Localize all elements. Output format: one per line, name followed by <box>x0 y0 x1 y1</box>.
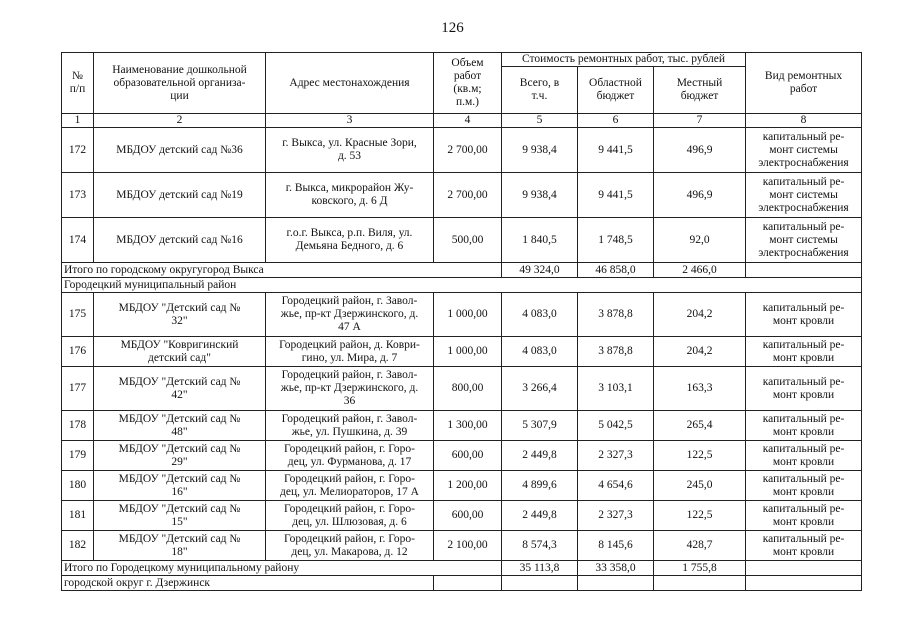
table-row <box>62 411 862 441</box>
work-volume: 2 700,00 <box>434 173 502 218</box>
table-row <box>62 501 862 531</box>
subtotal-label: Итого по городскому округугород Выкса <box>62 263 502 278</box>
work-kind: капитальный ре- монт кровли <box>746 411 862 441</box>
org-address: Городецкий район, г. Горо- дец, ул. Фурманова, д. 17 <box>266 441 434 471</box>
org-address: Городецкий район, д. Коври- гино, ул. Мира, д. 7 <box>266 337 434 367</box>
cost-total: 1 840,5 <box>502 218 578 263</box>
org-name: МБДОУ "Детский сад № 48" <box>94 411 266 441</box>
empty-cell <box>746 561 862 576</box>
work-volume: 1 300,00 <box>434 411 502 441</box>
cost-total: 2 449,8 <box>502 441 578 471</box>
empty-cell <box>434 576 502 591</box>
org-name: МБДОУ детский сад №19 <box>94 173 266 218</box>
org-name: МБДОУ детский сад №36 <box>94 128 266 173</box>
work-kind: капитальный ре- монт кровли <box>746 367 862 411</box>
subtotal-regional: 33 358,0 <box>578 561 654 576</box>
table-row <box>62 293 862 337</box>
subtotal-row <box>62 263 862 278</box>
work-volume: 2 100,00 <box>434 531 502 561</box>
row-number: 177 <box>62 367 94 411</box>
row-number: 175 <box>62 293 94 337</box>
subtotal-local: 1 755,8 <box>654 561 746 576</box>
table-row <box>62 367 862 411</box>
cost-regional: 3 103,1 <box>578 367 654 411</box>
work-kind: капитальный ре- монт кровли <box>746 337 862 367</box>
org-address: г.о.г. Выкса, р.п. Виля, ул. Демьяна Бедного, д. 6 <box>266 218 434 263</box>
org-name: МБДОУ "Детский сад № 18" <box>94 531 266 561</box>
org-address: г. Выкса, ул. Красные Зори, д. 53 <box>266 128 434 173</box>
table-row <box>62 531 862 561</box>
work-kind: капитальный ре- монт кровли <box>746 441 862 471</box>
work-volume: 1 000,00 <box>434 337 502 367</box>
cost-regional: 9 441,5 <box>578 173 654 218</box>
work-volume: 2 700,00 <box>434 128 502 173</box>
org-address: Городецкий район, г. Завол- жье, пр-кт Дзержинского, д. 47 А <box>266 293 434 337</box>
org-address: Городецкий район, г. Завол- жье, ул. Пушкина, д. 39 <box>266 411 434 441</box>
table-row <box>62 218 862 263</box>
section-row <box>62 576 862 591</box>
row-number: 179 <box>62 441 94 471</box>
work-kind: капитальный ре- монт кровли <box>746 471 862 501</box>
cost-total: 4 083,0 <box>502 337 578 367</box>
column-index: 6 <box>578 114 654 128</box>
row-number: 178 <box>62 411 94 441</box>
column-index-row <box>62 114 862 128</box>
org-name: МБДОУ "Детский сад № 15" <box>94 501 266 531</box>
header-volume: Объем работ (кв.м; п.м.) <box>434 53 502 114</box>
column-index: 1 <box>62 114 94 128</box>
work-volume: 600,00 <box>434 501 502 531</box>
cost-regional: 3 878,8 <box>578 293 654 337</box>
org-address: Городецкий район, г. Горо- дец, ул. Макарова, д. 12 <box>266 531 434 561</box>
cost-local: 204,2 <box>654 337 746 367</box>
table-row <box>62 337 862 367</box>
cost-regional: 8 145,6 <box>578 531 654 561</box>
org-address: Городецкий район, г. Горо- дец, ул. Мелиораторов, 17 А <box>266 471 434 501</box>
cost-total: 3 266,4 <box>502 367 578 411</box>
column-index: 4 <box>434 114 502 128</box>
org-address: г. Выкса, микрорайон Жу- ковского, д. 6 Д <box>266 173 434 218</box>
cost-total: 5 307,9 <box>502 411 578 441</box>
cost-regional: 2 327,3 <box>578 501 654 531</box>
table-row <box>62 173 862 218</box>
cost-total: 9 938,4 <box>502 173 578 218</box>
subtotal-row <box>62 561 862 576</box>
header-name: Наименование дошкольной образовательной организа- ции <box>94 53 266 114</box>
header-address: Адрес местонахождения <box>266 53 434 114</box>
cost-local: 265,4 <box>654 411 746 441</box>
empty-cell <box>578 576 654 591</box>
cost-total: 4 899,6 <box>502 471 578 501</box>
cost-total: 4 083,0 <box>502 293 578 337</box>
table-row <box>62 471 862 501</box>
subtotal-label: Итого по Городецкому муниципальному району <box>62 561 502 576</box>
row-number: 180 <box>62 471 94 501</box>
header-num: № п/п <box>62 53 94 114</box>
row-number: 173 <box>62 173 94 218</box>
work-kind: капитальный ре- монт кровли <box>746 293 862 337</box>
header-cost-group: Стоимость ремонтных работ, тыс. рублей <box>502 53 746 67</box>
row-number: 172 <box>62 128 94 173</box>
row-number: 176 <box>62 337 94 367</box>
cost-regional: 1 748,5 <box>578 218 654 263</box>
cost-local: 428,7 <box>654 531 746 561</box>
cost-local: 204,2 <box>654 293 746 337</box>
org-name: МБДОУ "Детский сад № 32" <box>94 293 266 337</box>
work-volume: 600,00 <box>434 441 502 471</box>
cost-local: 122,5 <box>654 501 746 531</box>
cost-local: 163,3 <box>654 367 746 411</box>
row-number: 182 <box>62 531 94 561</box>
empty-cell <box>746 576 862 591</box>
column-index: 8 <box>746 114 862 128</box>
work-kind: капитальный ре- монт кровли <box>746 501 862 531</box>
row-number: 174 <box>62 218 94 263</box>
column-index: 7 <box>654 114 746 128</box>
column-index: 3 <box>266 114 434 128</box>
cost-local: 122,5 <box>654 441 746 471</box>
header-total: Всего, в т.ч. <box>502 67 578 114</box>
org-name: МБДОУ "Детский сад № 16" <box>94 471 266 501</box>
table-row <box>62 441 862 471</box>
work-kind: капитальный ре- монт системы электроснабжения <box>746 173 862 218</box>
work-volume: 500,00 <box>434 218 502 263</box>
org-name: МБДОУ "Детский сад № 29" <box>94 441 266 471</box>
work-kind: капитальный ре- монт кровли <box>746 531 862 561</box>
header-kind: Вид ремонтных работ <box>746 53 862 114</box>
work-kind: капитальный ре- монт системы электроснабжения <box>746 128 862 173</box>
cost-regional: 4 654,6 <box>578 471 654 501</box>
repair-cost-table <box>61 52 862 591</box>
cost-regional: 2 327,3 <box>578 441 654 471</box>
column-index: 5 <box>502 114 578 128</box>
row-number: 181 <box>62 501 94 531</box>
cost-total: 8 574,3 <box>502 531 578 561</box>
subtotal-total: 35 113,8 <box>502 561 578 576</box>
page-number: 126 <box>441 20 464 36</box>
cost-regional: 5 042,5 <box>578 411 654 441</box>
header-regional: Областной бюджет <box>578 67 654 114</box>
column-index: 2 <box>94 114 266 128</box>
table-row <box>62 128 862 173</box>
org-name: МБДОУ "Детский сад № 42" <box>94 367 266 411</box>
work-volume: 1 200,00 <box>434 471 502 501</box>
cost-local: 245,0 <box>654 471 746 501</box>
org-name: МБДОУ "Ковригинский детский сад" <box>94 337 266 367</box>
cost-local: 92,0 <box>654 218 746 263</box>
header-local: Местный бюджет <box>654 67 746 114</box>
work-volume: 1 000,00 <box>434 293 502 337</box>
empty-cell <box>654 576 746 591</box>
cost-total: 2 449,8 <box>502 501 578 531</box>
subtotal-total: 49 324,0 <box>502 263 578 278</box>
empty-cell <box>746 263 862 278</box>
section-row <box>62 278 862 293</box>
cost-regional: 9 441,5 <box>578 128 654 173</box>
org-address: Городецкий район, г. Завол- жье, пр-кт Дзержинского, д. 36 <box>266 367 434 411</box>
section-title: Городецкий муниципальный район <box>62 278 862 293</box>
subtotal-local: 2 466,0 <box>654 263 746 278</box>
empty-cell <box>502 576 578 591</box>
org-name: МБДОУ детский сад №16 <box>94 218 266 263</box>
cost-total: 9 938,4 <box>502 128 578 173</box>
cost-local: 496,9 <box>654 173 746 218</box>
work-kind: капитальный ре- монт системы электроснабжения <box>746 218 862 263</box>
subtotal-regional: 46 858,0 <box>578 263 654 278</box>
cost-regional: 3 878,8 <box>578 337 654 367</box>
org-address: Городецкий район, г. Горо- дец, ул. Шлюзовая, д. 6 <box>266 501 434 531</box>
cost-local: 496,9 <box>654 128 746 173</box>
work-volume: 800,00 <box>434 367 502 411</box>
section-title: городской округ г. Дзержинск <box>62 576 434 591</box>
